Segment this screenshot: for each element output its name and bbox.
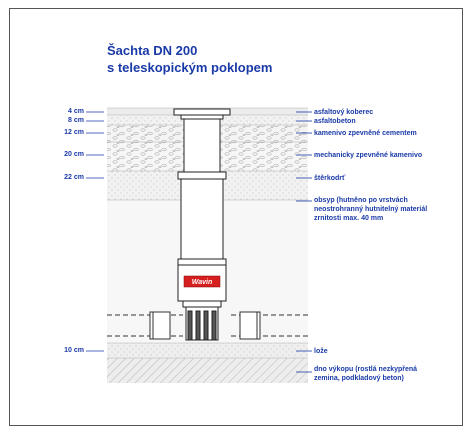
depth-label-12cm: 12 cm: [64, 129, 84, 136]
layer-label-bedding: lože: [314, 348, 328, 355]
depth-label-22cm: 22 cm: [64, 174, 84, 181]
layer-label-backfill: obsyp (hutněno po vrstvách neostrohranný hutnitelný materiál zrnitosti max. 40 mm: [314, 197, 428, 222]
depth-label-4cm: 4 cm: [68, 108, 84, 115]
layer-label-gravel: štěrkodrť: [314, 175, 346, 182]
layer-label-asphalt-concrete: asfaltobeton: [314, 118, 356, 125]
diagram-title-line-1: Šachta DN 200: [107, 43, 198, 58]
depth-label-20cm: 20 cm: [64, 151, 84, 158]
depth-label-10cm: 10 cm: [64, 347, 84, 354]
diagram-title-line-2: s teleskopickým poklopem: [107, 60, 273, 75]
shaft-riser: [178, 172, 226, 265]
layer-label-asphalt-wearing: asfaltový koberec: [314, 109, 374, 116]
layer-label-cement-aggregate: kamenivo zpevněné cementem: [314, 130, 417, 137]
layer-label-trench-bottom: dno výkopu (rostlá nezkypřená zemina, podkladový beton): [314, 366, 418, 382]
wavin-logo-text: Wavin: [191, 279, 213, 286]
depth-label-8cm: 8 cm: [68, 117, 84, 124]
layer-label-mech-aggregate: mechanicky zpevněné kamenivo: [314, 152, 423, 159]
